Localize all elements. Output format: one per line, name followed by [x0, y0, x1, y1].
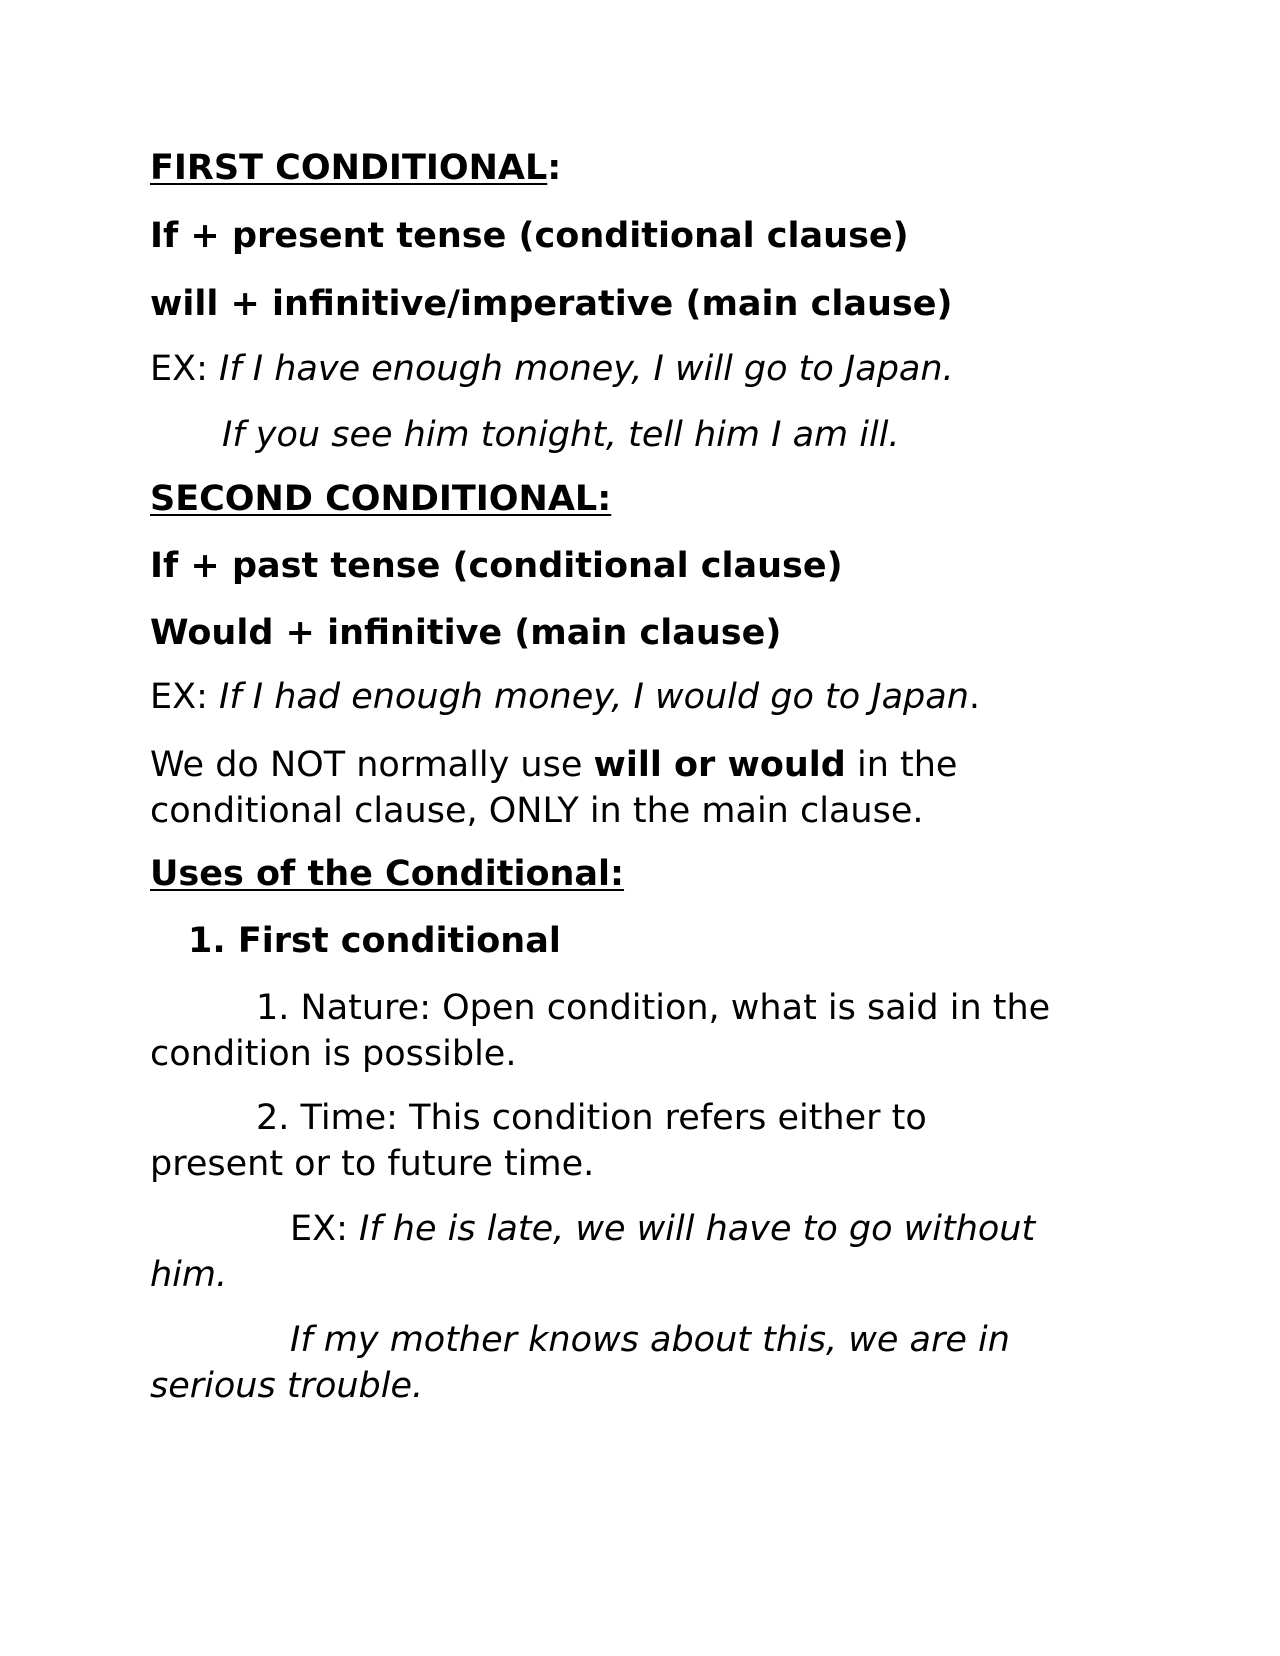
uses-example-2-line-1: If my mother knows about this, we are in [290, 1320, 1010, 1360]
example-sentence: If I have enough money, I will go to Japan. [219, 349, 954, 389]
time-line-1: 2. Time: This condition refers either to [256, 1098, 927, 1138]
second-conditional-heading [150, 475, 611, 523]
uses-example-1-line-2: him. [150, 1255, 228, 1295]
first-rule-conditional-clause: If + present tense (conditional clause) [150, 216, 909, 256]
note-bold-will-would: will or would [593, 745, 846, 785]
second-example-1 [150, 673, 980, 721]
uses-example-1-line-1 [290, 1205, 1035, 1253]
first-example-2: If you see him tonight, tell him I am ill. [222, 415, 900, 455]
note-text-part1: We do NOT normally use [150, 745, 594, 785]
first-rule-main-clause: will + infinitive/imperative (main clause) [150, 284, 953, 324]
example-label: EX: [150, 677, 220, 717]
first-conditional-heading-text: FIRST CONDITIONAL [150, 148, 548, 188]
nature-line-2: condition is possible. [150, 1034, 517, 1074]
second-rule-conditional-clause: If + past tense (conditional clause) [150, 546, 843, 586]
heading-colon: : [547, 148, 562, 188]
example-period: . [968, 677, 981, 717]
uses-example-2-line-2: serious trouble. [150, 1366, 424, 1406]
nature-line-1: 1. Nature: Open condition, what is said in the [256, 988, 1051, 1028]
first-example-1 [150, 345, 954, 393]
uses-heading-text: Uses of the Conditional: [150, 854, 625, 894]
note-line-2: conditional clause, ONLY in the main clause. [150, 791, 924, 831]
second-conditional-heading-text: SECOND CONDITIONAL: [150, 479, 612, 519]
uses-heading [150, 850, 624, 898]
example-sentence: If he is late, we will have to go without [359, 1209, 1036, 1249]
example-label: EX: [150, 349, 220, 389]
note-line-1 [150, 741, 957, 789]
uses-item-first-conditional: 1. First conditional [188, 921, 561, 961]
time-line-2: present or to future time. [150, 1144, 595, 1184]
first-conditional-heading [150, 144, 561, 192]
second-rule-main-clause: Would + infinitive (main clause) [150, 613, 782, 653]
example-label: EX: [290, 1209, 360, 1249]
example-sentence: If I had enough money, I would go to Japan [219, 677, 969, 717]
note-text-part2: in the [845, 745, 958, 785]
